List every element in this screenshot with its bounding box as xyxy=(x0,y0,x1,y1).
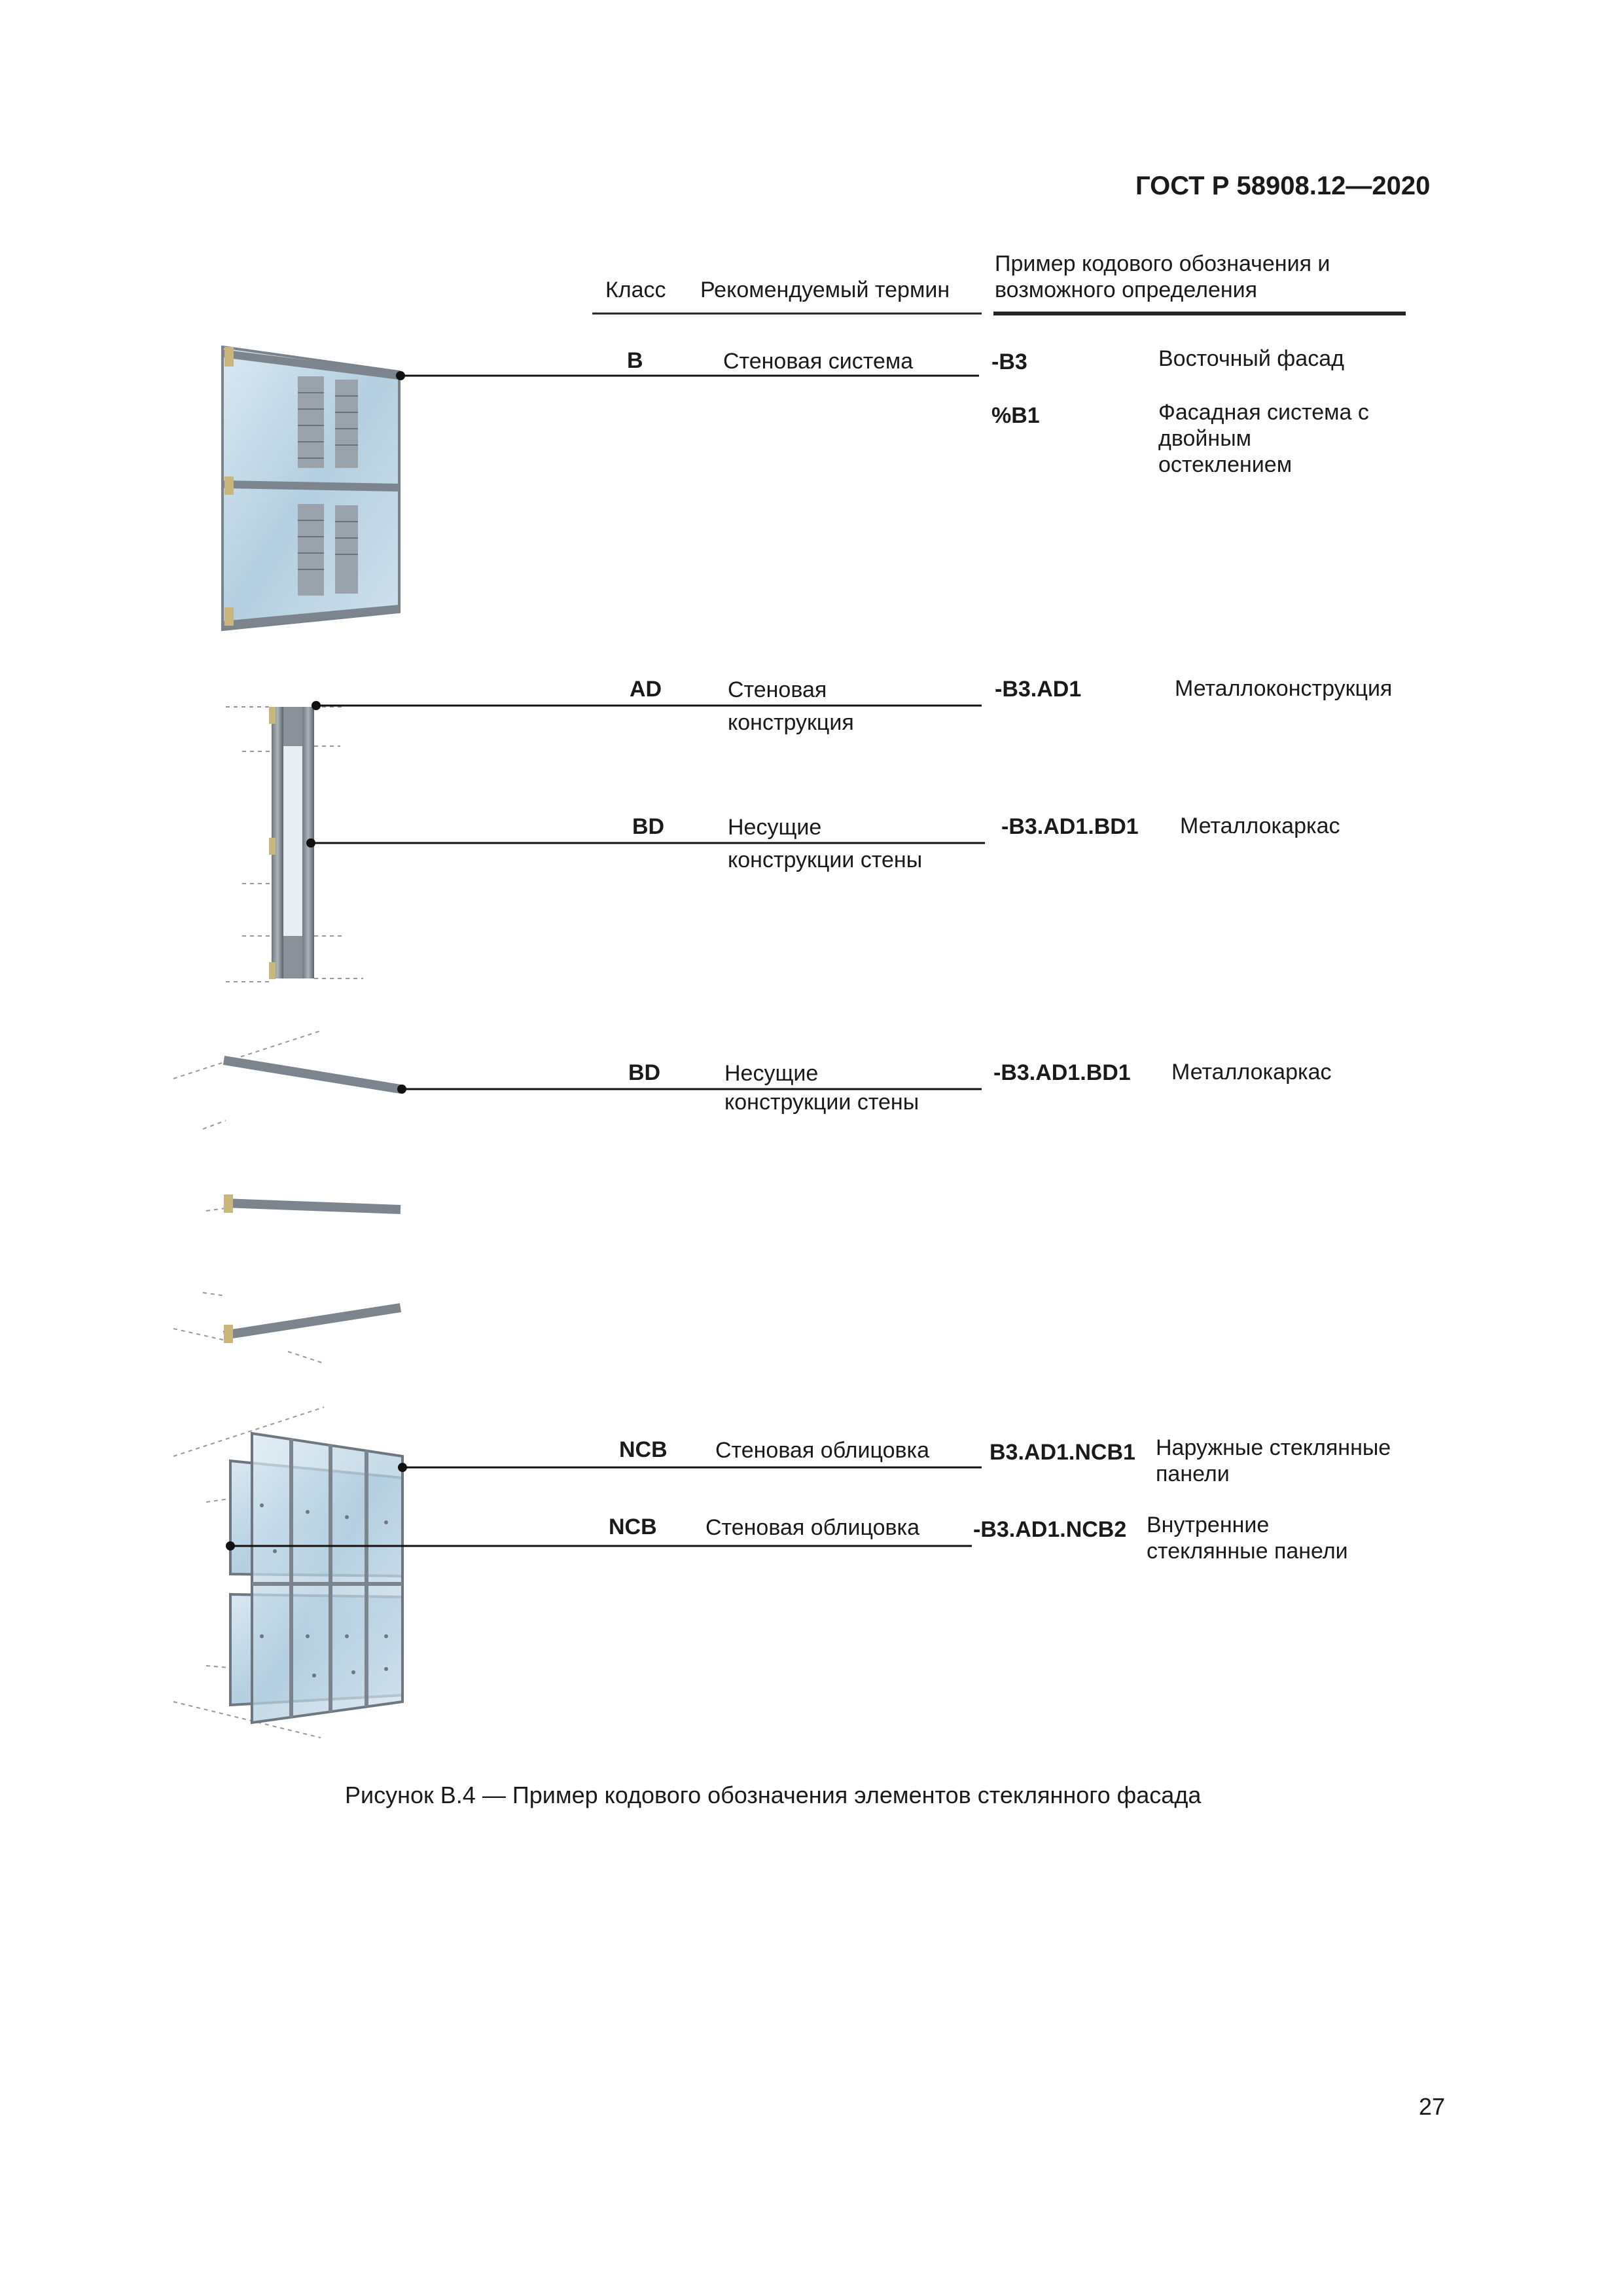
header-class: Класс xyxy=(605,278,666,302)
row-class: B xyxy=(627,348,643,373)
row-term-line1: Стеновая система xyxy=(723,349,914,374)
row-description-line1: Внутренние xyxy=(1147,1513,1270,1537)
row-code: B3.AD1.NCB1 xyxy=(990,1440,1135,1465)
row-term-line2: конструкции стены xyxy=(728,848,923,872)
row-description-line1: Восточный фасад xyxy=(1158,346,1344,371)
row-class: BD xyxy=(632,814,665,839)
wall-system-illustration xyxy=(223,347,399,630)
row-class: BD xyxy=(628,1060,661,1085)
row-code: -B3.AD1.BD1 xyxy=(1001,814,1139,839)
row-code: -B3.AD1.BD1 xyxy=(993,1060,1131,1085)
standard-designation: ГОСТ Р 58908.12—2020 xyxy=(1135,171,1431,200)
row-term-line2: конструкция xyxy=(728,710,854,735)
row-class: NCB xyxy=(619,1437,668,1462)
row-code: -B3 xyxy=(991,350,1027,374)
row-code: %B1 xyxy=(991,403,1040,428)
row-term-line1: Несущие xyxy=(728,815,822,840)
figure-caption: Рисунок В.4 — Пример кодового обозначения элементов стеклянного фасада xyxy=(345,1782,1202,1808)
header-example-line1: Пример кодового обозначения и xyxy=(995,251,1330,276)
header-example-line2: возможного определения xyxy=(995,278,1258,302)
row-class: AD xyxy=(630,677,662,702)
row-class: NCB xyxy=(609,1515,657,1539)
load-bearing-frame-illustration xyxy=(173,1031,401,1363)
page-number: 27 xyxy=(1419,2093,1446,2120)
row-description-line1: Металлокаркас xyxy=(1171,1060,1332,1085)
row-term-line1: Стеновая облицовка xyxy=(715,1438,930,1463)
row-description-line1: Наружные стеклянные xyxy=(1156,1435,1391,1460)
row-description-line2: стеклянные панели xyxy=(1147,1539,1348,1564)
row-description-line3: остеклением xyxy=(1158,452,1293,477)
row-term-line1: Несущие xyxy=(724,1061,819,1086)
wall-construction-illustration xyxy=(226,707,363,982)
row-description-line1: Металлокаркас xyxy=(1180,814,1340,838)
row-description-line1: Фасадная система с xyxy=(1158,400,1369,425)
glass-cladding-illustration xyxy=(173,1407,402,1738)
row-term-line2: конструкции стены xyxy=(724,1090,919,1115)
row-term-line1: Стеновая облицовка xyxy=(705,1515,920,1540)
row-code: -B3.AD1 xyxy=(995,677,1082,702)
header-term: Рекомендуемый термин xyxy=(700,278,950,302)
row-term-line1: Стеновая xyxy=(728,677,827,702)
row-description-line2: двойным xyxy=(1158,426,1252,451)
row-description-line1: Металлоконструкция xyxy=(1175,676,1393,701)
row-description-line2: панели xyxy=(1156,1462,1230,1486)
row-code: -B3.AD1.NCB2 xyxy=(973,1517,1127,1542)
